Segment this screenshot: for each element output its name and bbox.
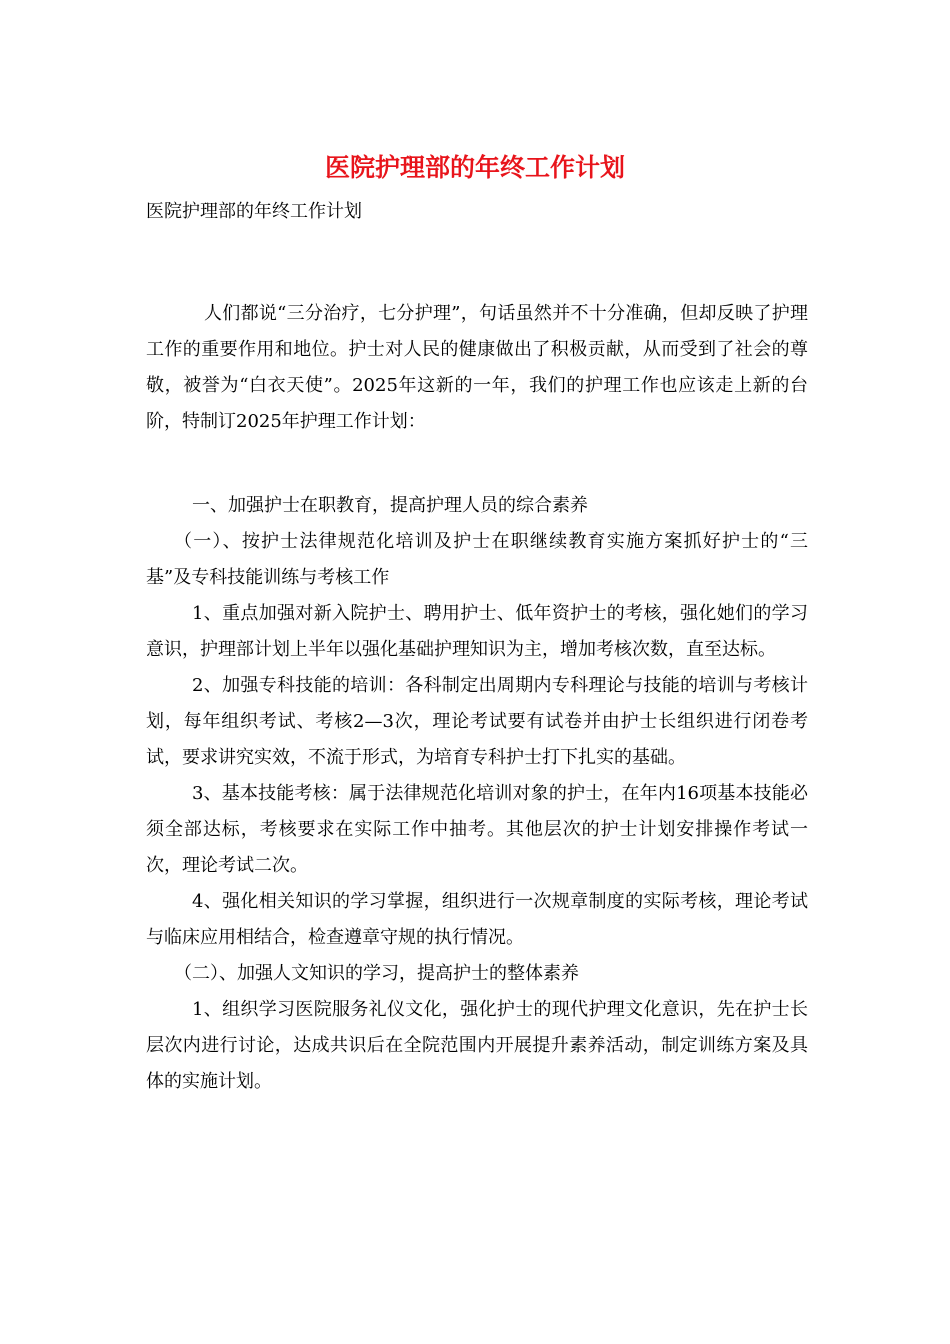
subsection-heading: （二）、加强人文知识的学习，提高护士的整体素养 bbox=[174, 963, 579, 984]
paragraph-spacer bbox=[146, 440, 808, 488]
list-item: 3、基本技能考核：属于法律规范化培训对象的护士，在年内16项基本技能必须全部达标，考核要求在实际工作中抽考。其他层次的护士计划安排操作考试一次，理论考试二次。 bbox=[146, 783, 808, 876]
document-subtitle: 医院护理部的年终工作计划 bbox=[146, 201, 362, 222]
list-item: 1、组织学习医院服务礼仪文化，强化护士的现代护理文化意识，先在护士长层次内进行讨论，达成共识后在全院范围内开展提升素养活动，制定训练方案及具体的实施计划。 bbox=[146, 999, 808, 1092]
list-item: 4、强化相关知识的学习掌握，组织进行一次规章制度的实际考核，理论考试与临床应用相结合，检查遵章守规的执行情况。 bbox=[146, 891, 808, 948]
subsection-heading: （一）、按护士法律规范化培训及护士在职继续教育实施方案抓好护士的“三基”及专科技能训练与考核工作 bbox=[146, 531, 808, 588]
document-title: 医院护理部的年终工作计划 bbox=[324, 153, 625, 182]
list-item: 1、重点加强对新入院护士、聘用护士、低年资护士的考核，强化她们的学习意识，护理部计划上半年以强化基础护理知识为主，增加考核次数，直至达标。 bbox=[146, 603, 808, 660]
list-item: 2、加强专科技能的培训：各科制定出周期内专科理论与技能的培训与考核计划，每年组织考试、考核2—3次，理论考试要有试卷并由护士长组织进行闭卷考试，要求讲究实效，不流于形式，为培育专科护士打下扎实的基础。 bbox=[146, 675, 808, 768]
section-heading: 一、加强护士在职教育，提高护理人员的综合素养 bbox=[192, 495, 588, 516]
intro-paragraph: 人们都说“三分治疗，七分护理”，句话虽然并不十分准确，但却反映了护理工作的重要作用和地位。护士对人民的健康做出了积极贡献，从而受到了社会的尊敬，被誉为“白衣天使”。2025年这新的一年，我们的护理工作也应该走上新的台阶，特制订2025年护理工作计划： bbox=[146, 303, 808, 432]
document-body bbox=[146, 296, 808, 1100]
